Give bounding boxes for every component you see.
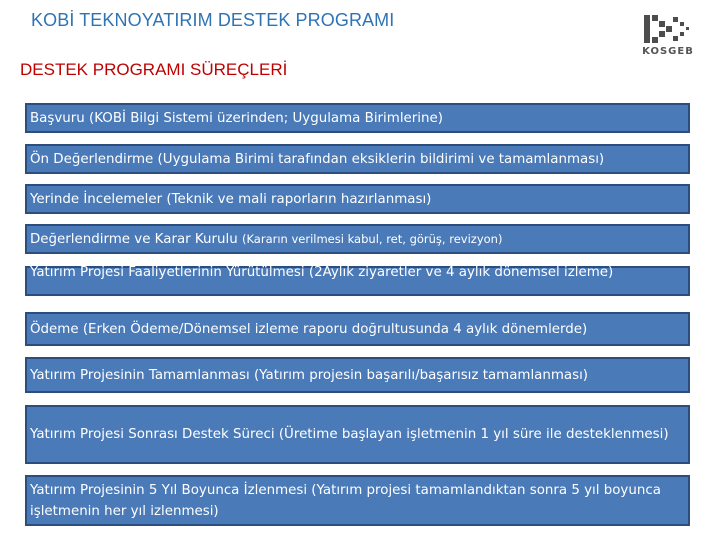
- section-subtitle: DESTEK PROGRAMI SÜREÇLERİ: [20, 60, 288, 79]
- process-step: [25, 312, 690, 346]
- process-step-main: Değerlendirme ve Karar Kurulu: [30, 231, 242, 247]
- kosgeb-mark-icon: [634, 12, 702, 46]
- process-step-text: Başvuru (KOBİ Bilgi Sistemi üzerinden; Uygulama Birimlerine): [30, 110, 443, 126]
- process-step: [25, 144, 690, 174]
- process-step: [25, 224, 690, 254]
- process-step-text: [30, 229, 502, 250]
- process-step-detail: (Kararın verilmesi kabul, ret, görüş, revizyon): [241, 231, 503, 246]
- process-step: [25, 405, 690, 464]
- process-step-text: Yatırım Projesinin Tamamlanması (Yatırım projesin başarılı/başarısız tamamlanması): [30, 367, 589, 383]
- process-step: [25, 103, 690, 133]
- process-step: [25, 184, 690, 214]
- process-step: [25, 357, 690, 393]
- process-step-text: Yatırım Projesi Sonrası Destek Süreci (Üretime başlayan işletmenin 1 yıl süre ile desteklenmesi): [30, 427, 669, 442]
- process-step: [25, 475, 690, 526]
- kosgeb-logo: [634, 12, 702, 62]
- process-step-text: Ödeme (Erken Ödeme/Dönemsel izleme raporu doğrultusunda 4 aylık dönemlerde): [30, 321, 588, 337]
- process-step-text: Ön Değerlendirme (Uygulama Birimi tarafından eksiklerin bildirimi ve tamamlanması): [30, 151, 605, 167]
- process-step: [25, 266, 690, 296]
- process-step-text: Yatırım Projesi Faaliyetlerinin Yürütülmesi (2Aylık ziyaretler ve 4 aylık dönemsel izleme): [30, 265, 614, 280]
- process-step-text: Yatırım Projesinin 5 Yıl Boyunca İzlenmesi (Yatırım projesi tamamlandıktan sonra 5 yıl boyunca işletmenin her yıl izlenmesi): [30, 482, 661, 519]
- logo-wordmark: KOSGEB: [642, 46, 694, 57]
- process-step-text: Yerinde İncelemeler (Teknik ve mali raporların hazırlanması): [30, 191, 432, 207]
- page-title: KOBİ TEKNOYATIRIM DESTEK PROGRAMI: [31, 10, 395, 30]
